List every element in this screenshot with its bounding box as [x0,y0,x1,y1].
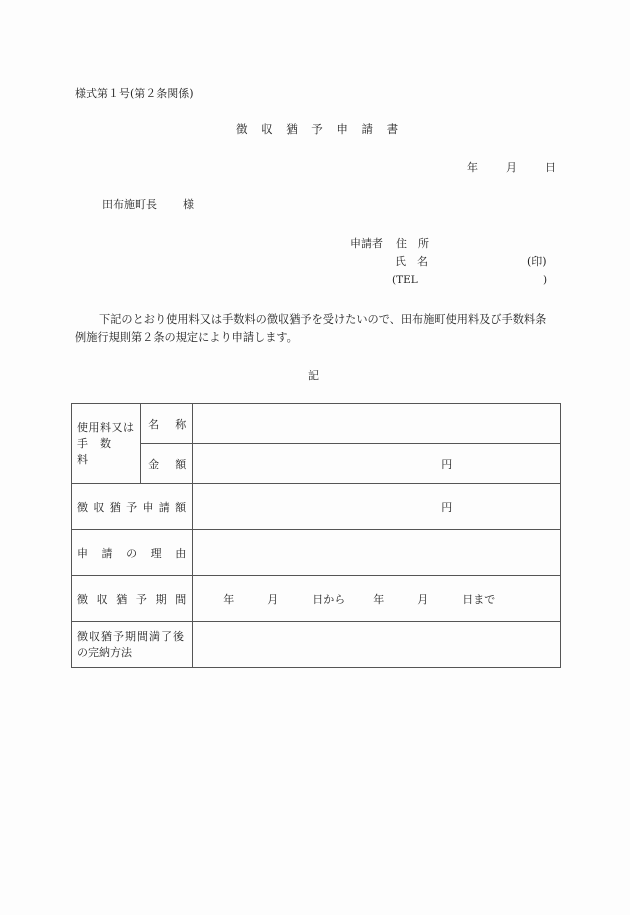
label-char: 収 [93,500,105,514]
period-value-cell[interactable] [193,576,561,622]
fee-group-label-line1: 使用料又は [77,420,135,434]
title-char: 猶 [286,122,298,136]
name-label [395,255,428,268]
address-label [396,237,429,250]
reason-label-cell [72,530,193,576]
title-char: 収 [261,122,273,136]
label-char: 額 [175,457,187,471]
date-day: 日 [545,161,556,174]
table-row-period [72,576,561,622]
table-row-fee-amount [72,444,561,484]
name-label-char: 名 [417,255,428,268]
payoff-label-line1: 徴収猶予期間満了後 [77,629,185,643]
address-label-char: 住 [396,237,407,250]
applicant-name-row [395,256,428,267]
deferral-amount-label-cell [72,484,193,530]
yen-unit: 円 [441,457,453,471]
name-value-cell[interactable] [193,404,561,444]
payoff-label-line2: の完納方法 [77,645,132,659]
to-day: 日まで [462,592,496,606]
label-char: 徴 [77,500,88,514]
label-char: の [126,546,138,560]
table-row-deferral-amount [72,484,561,530]
title-char: 書 [386,122,399,136]
label-char: 徴 [77,592,88,606]
date-year: 年 [467,161,478,174]
tel-close-paren: ) [543,274,548,286]
from-month: 月 [267,592,279,606]
label-char: 予 [126,500,138,514]
label-char: 理 [150,546,162,560]
to-year: 年 [373,592,385,606]
label-char: 間 [175,592,187,606]
addressee [102,199,194,210]
document-title [236,124,398,136]
fee-group-label-line2: 手数料 [77,436,123,466]
address-label-char: 所 [418,237,429,250]
title-char: 申 [336,122,348,136]
label-char: 申 [77,546,88,560]
date-line [467,162,556,173]
yen-unit: 円 [441,500,453,514]
label-char: 猶 [116,592,128,606]
fee-group-label [72,404,141,484]
applicant-label: 申請者 [350,237,383,250]
amount-label-cell [141,444,193,484]
label-char: 称 [175,417,187,431]
label-char: 名 [148,417,160,431]
name-label-char: 氏 [395,255,406,268]
period-label-cell [72,576,193,622]
label-char: 請 [158,500,170,514]
label-char: 金 [148,457,160,471]
table-row-fee-name [72,404,561,444]
table-row-reason [72,530,561,576]
title-char: 予 [311,122,323,136]
label-char: 請 [101,546,113,560]
label-char: 予 [135,592,147,606]
title-char: 徴 [236,122,248,136]
seal-mark: (印) [527,255,547,268]
label-char: 収 [96,592,108,606]
label-char: 額 [175,500,187,514]
table-row-payoff-method [72,622,561,668]
applicant-address-row [350,238,429,249]
label-char: 申 [142,500,154,514]
to-month: 月 [417,592,429,606]
tel-label: (TEL [392,274,418,286]
deferral-amount-value-cell[interactable] [193,484,561,530]
addressee-honorific: 様 [183,198,194,211]
form-number: 様式第１号(第２条関係) [75,87,194,100]
reason-value-cell[interactable] [193,530,561,576]
label-char: 猶 [109,500,121,514]
body-text: 下記のとおり使用料又は手数料の徴収猶予を受けたいので、田布施町使用料及び手数料条例施行規則第２条の規定により申請します。 [75,313,547,344]
payoff-label-cell [72,622,193,668]
payoff-value-cell[interactable] [193,622,561,668]
from-year: 年 [223,592,235,606]
date-month: 月 [506,161,517,174]
application-table [71,403,561,668]
ki-heading: 記 [308,369,319,382]
label-char: 期 [155,592,167,606]
title-char: 請 [361,122,373,136]
addressee-name: 田布施町長 [102,198,157,211]
amount-value-cell[interactable] [193,444,561,484]
name-label-cell [141,404,193,444]
label-char: 由 [175,546,187,560]
from-day: 日から [312,592,346,606]
